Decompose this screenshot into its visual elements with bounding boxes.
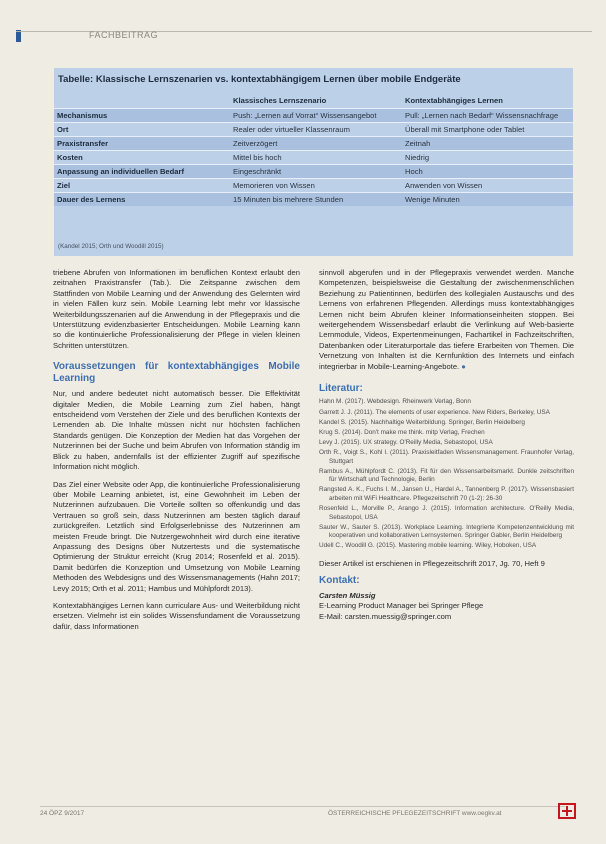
publication-note: Dieser Artikel ist erschienen in Pflegezeitschrift 2017, Jg. 70, Heft 9	[319, 558, 545, 568]
cross-logo-icon	[558, 803, 576, 819]
table-cell: Wenige Minuten	[402, 193, 573, 207]
footer-rule	[40, 806, 565, 807]
table-row	[54, 179, 573, 193]
literature-item: Sauter W., Sauter S. (2013). Workplace Learning. Integrierte Kompetenzentwicklung mit kooperativen und kollaborativen Lernsystemen. Springer Gabler, Berlin Heidelberg	[319, 523, 574, 540]
table-cell: Hoch	[402, 165, 573, 179]
row-label: Dauer des Lernens	[54, 193, 230, 207]
body-paragraph: Nur, und andere bedeutet nicht automatisch besser. Die Effektivität digitaler Medien, die Mobile Learning zum Ziel haben, hängt entscheidend vom Verstehen der Ziele und des beruflichen Kontexts der Lernenden ab. Die Inhalte müssen nicht nur höchsten fachlichen Standards genügen. Die Konzeption der Medien hat das Vorgehen der Nutzerinnen bei der Suche und beim Abrufen von Information ständig im Blick zu haben, andernfalls ist der effizienter Zugriff auf spezifische Information nicht möglich.	[53, 389, 300, 472]
row-label: Ziel	[54, 179, 230, 193]
table-header-row	[54, 92, 573, 109]
table-cell: Eingeschränkt	[230, 165, 402, 179]
table-header-cell: Klassisches Lernszenario	[233, 95, 327, 105]
row-label: Ort	[54, 123, 230, 137]
table-cell: Realer oder virtueller Klassenraum	[230, 123, 402, 137]
literature-item: Orth R., Voigt S., Kohl I. (2011). Praxisleitfaden Wissensmanagement. Fraunhofer Verlag, Stuttgart	[319, 448, 574, 465]
literature-item: Kandel S. (2015). Nachhaltige Weiterbildung. Springer, Berlin Heidelberg	[319, 418, 525, 426]
table-cell: Zeitverzögert	[230, 137, 402, 151]
section-label: FACHBEITRAG	[89, 30, 159, 40]
table-header-cell: Kontextabhängiges Lernen	[405, 95, 503, 105]
contact-heading: Kontakt:	[319, 575, 360, 587]
table-header-cell	[54, 92, 230, 109]
comparison-table-box	[54, 68, 573, 256]
table-cell: 15 Minuten bis mehrere Stunden	[230, 193, 402, 207]
table-row	[54, 137, 573, 151]
literature-item: Hahn M. (2017). Webdesign. Rheinwerk Verlag, Bonn	[319, 398, 471, 406]
body-text: sinnvoll abgerufen und in der Pflegepraxis verwendet werden. Manche Kompetenzen, beispielsweise die Gestaltung der zwischenmenschlichen Beziehung zu Patientinnen, bedürfen des kollegialen Austauschs und des Lernens von erfahrenen Pflegenden. Allerdings muss kontextabhängiges Lernen nicht beim Abrufen kleiner Informationseinheiten stoppen. Bei weitergehendem Wissensbedarf erlaubt die Verlinkung auf Web-basierte Lernmodule, Videos, Expertenmeinungen, Fachartikel in Fachzeitschriften, Datenbanken oder Literaturportale das tiefere Erarbeiten von Themen. Die Vernetzung von Inhalten ist die Kernfunktion des Internets und einfach integrierbar in Mobile-Learning-Angebote.	[319, 268, 574, 371]
table-cell: Niedrig	[402, 151, 573, 165]
body-paragraph: triebene Abrufen von Informationen im beruflichen Kontext erlaubt den zeitnahen Praxistransfer (Tab.). Die Zeitspanne zwischen dem Stattfinden von Mobile Learning und der Anwendung des Gelernten wird in vielen Fällen kurz sein. Mobile Learning lebt mehr vor klassische Weiterbildungsszenarien auf die Anwendung in der Pflegepraxis und die Unterstützung evidenzbasierter Entscheidungen. Mobile Learning kann so die kontinuierliche Professionalisierung der Pflege in vielen kleinen Schritten unterstützen.	[53, 268, 300, 350]
row-label: Kosten	[54, 151, 230, 165]
literature-item: Rosenfeld L., Morville P., Arango J. (2015). Information architecture. O'Reilly Media, Sebastopol, USA	[319, 505, 574, 521]
table-cell: Memorieren von Wissen	[230, 179, 402, 193]
table-cell: Anwenden von Wissen	[402, 179, 573, 193]
literature-heading: Literatur:	[319, 383, 363, 395]
comparison-table	[54, 92, 573, 206]
literature-item: Krug S. (2014). Don't make me think. mitp Verlag, Frechen	[319, 428, 485, 436]
literature-item: Rambus A., Mühlpfordt C. (2013). Fit für den Wissensarbeitsmarkt. Dunkle zeitschriften für Wirtschaft und Technologie, Berlin	[319, 467, 574, 484]
body-paragraph: Das Ziel einer Website oder App, die kontinuierliche Professionalisierung über Mobile Learning anbietet, ist, eine Gewohnheit im Leben der Nutzerinnen aufzubauen. Die Vorteile sollten so offenkundig und das Vertrauen so groß sein, dass Nutzerinnen am besten täglich darauf zurückgreifen. Letztlich sind Erfolgserlebnisse des Nutzerinnen am meisten Freude bringt. Die Nutzergewohnheit wird durch eine iterative Anpassung des Designs über Nutzertests und die systematische Optimierung der Struktur erreicht (Krug 2014; Rosenfeld et al. 2015). Damit bedürfen die Konzeption und Umsetzung von Mobile Learning Methoden des Webdesigns und des Wissensmanagements (Hahn 2017; Levy 2015; Orth et al. 2011; Hambus und Mühlpfordt 2013).	[53, 479, 300, 593]
table-cell: Pull: „Lernen nach Bedarf“ Wissensnachfrage	[402, 109, 573, 123]
footer-journal: ÖSTERREICHISCHE PFLEGEZEITSCHRIFT www.oegkv.at	[328, 810, 502, 817]
section-heading: Voraussetzungen für kontextabhängiges Mobile Learning	[53, 361, 300, 385]
table-cell: Überall mit Smartphone oder Tablet	[402, 123, 573, 137]
literature-item: Garrett J. J. (2011). The elements of user experience. New Riders, Berkeley, USA	[319, 408, 550, 416]
left-column	[53, 268, 300, 639]
row-label: Mechanismus	[54, 109, 230, 123]
table-row	[54, 109, 573, 123]
footer-page-info: 24 ÖPZ 9/2017	[40, 810, 85, 817]
literature-item: Udell C., Woodill G. (2015). Mastering mobile learning. Wiley, Hoboken, USA	[319, 542, 537, 550]
table-row	[54, 193, 573, 207]
right-column	[319, 268, 574, 622]
table-row	[54, 165, 573, 179]
contact-name: Carsten Müssig	[319, 590, 376, 600]
literature-item: Levy J. (2015). UX strategy. O'Reilly Media, Sebastopol, USA	[319, 438, 493, 446]
body-paragraph	[319, 268, 574, 372]
table-cell: Zeitnah	[402, 137, 573, 151]
row-label: Praxistransfer	[54, 137, 230, 151]
end-mark-icon: ●	[461, 361, 466, 371]
body-paragraph: Kontextabhängiges Lernen kann curriculare Aus- und Weiterbildung nicht ersetzen. Vielmehr ist ein solides Wissensfundament die Voraussetzung dafür, dass Informationen	[53, 600, 300, 631]
table-cell: Push: „Lernen auf Vorrat“ Wissensangebot	[230, 109, 402, 123]
row-label: Anpassung an individuellen Bedarf	[54, 165, 230, 179]
table-title: Tabelle: Klassische Lernszenarien vs. kontextabhängigem Lernen über mobile Endgeräte	[58, 74, 461, 85]
table-row	[54, 123, 573, 137]
literature-item: Rangsted A. K., Fuchs I. M., Jansen U., Hardel A., Tannenberg P. (2017). Wissensbasiert arbeiten mit WiFi Healthcare. Pflegezeitschrift 70 (1-2): 26-30	[319, 486, 574, 502]
table-source: (Kandel 2015; Orth und Woodill 2015)	[58, 243, 164, 250]
table-row	[54, 151, 573, 165]
contact-email: E-Mail: carsten.muessig@springer.com	[319, 611, 452, 621]
table-cell: Mittel bis hoch	[230, 151, 402, 165]
contact-role: E-Learning Product Manager bei Springer Pflege	[319, 601, 484, 611]
